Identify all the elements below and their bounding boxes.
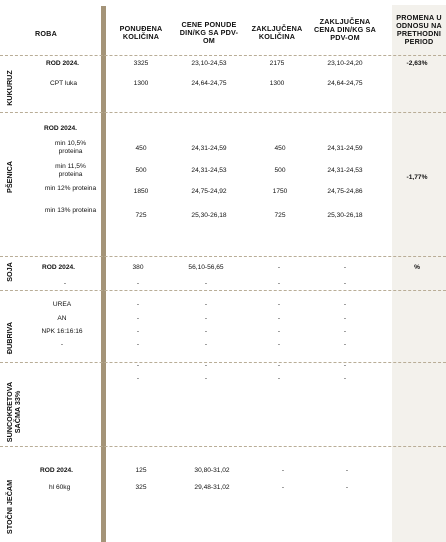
- header-zakljucena-cena: ZAKLJUČENA CENA DIN/KG SA PDV-OM: [313, 17, 377, 42]
- psenica-row-1-pon: 500: [135, 167, 147, 174]
- soja-row-0-cena: 56,10-56,65: [188, 264, 224, 271]
- djubriva-row-1-pon: -: [136, 315, 140, 322]
- kukuruz-row-0-roba: ROD 2024.: [46, 60, 79, 67]
- djubriva-row-1-roba: AN: [57, 315, 67, 322]
- soja-row-0-change: %: [414, 264, 420, 271]
- soja-row-1-zkol: -: [277, 280, 281, 287]
- psenica-row-2-zkol: 1750: [272, 188, 288, 195]
- psenica-row-0-pon: 450: [135, 145, 147, 152]
- jecam-row-1-pon: 325: [135, 484, 147, 491]
- soja-row-1-pon: -: [136, 280, 140, 287]
- kukuruz-row-1-roba: CPT luka: [50, 80, 77, 87]
- djubriva-row-0-pon: -: [136, 301, 140, 308]
- djubriva-row-2-roba: NPK 16:16:16: [41, 328, 83, 335]
- change-column-shade: [392, 5, 446, 542]
- jecam-row-0-pon: 125: [135, 467, 147, 474]
- header-zakljucena-kolicina: ZAKLJUČENA KOLIČINA: [251, 24, 303, 41]
- psenica-row-0-roba: min 10,5% proteina: [54, 140, 87, 155]
- djubriva-row-0-roba: UREA: [52, 301, 72, 308]
- psenica-row-0-zkol: 450: [274, 145, 286, 152]
- separator-suncokret: [0, 446, 446, 447]
- soja-row-1-roba: -: [63, 280, 67, 287]
- psenica-title: ROD 2024.: [44, 125, 77, 132]
- kukuruz-row-0-pon: 3325: [133, 60, 149, 67]
- separator-kukuruz: [0, 112, 446, 113]
- separator-header: [0, 55, 446, 56]
- header-ponudjena: PONUĐENA KOLIČINA: [119, 24, 163, 41]
- kukuruz-row-0-zcena: 23,10-24,20: [327, 60, 363, 67]
- psenica-row-3-zkol: 725: [274, 212, 286, 219]
- suncokret-row-1-pon: -: [136, 375, 140, 382]
- separator-psenica: [0, 256, 446, 257]
- suncokret-row-1-zcena: -: [343, 375, 347, 382]
- psenica-row-1-zkol: 500: [274, 167, 286, 174]
- djubriva-row-0-cena: -: [204, 301, 208, 308]
- separator-djubriva: [0, 362, 446, 363]
- header-roba: ROBA: [35, 29, 57, 38]
- suncokret-row-1-zkol: -: [277, 375, 281, 382]
- section-label-psenica: PŠENICA: [5, 161, 14, 193]
- separator-soja: [0, 290, 446, 291]
- psenica-row-0-zcena: 24,31-24,59: [327, 145, 363, 152]
- jecam-row-0-zcena: -: [345, 467, 349, 474]
- soja-row-0-zcena: -: [343, 264, 347, 271]
- djubriva-row-1-zkol: -: [277, 315, 281, 322]
- psenica-row-3-pon: 725: [135, 212, 147, 219]
- psenica-row-3-roba: min 13% proteina: [44, 207, 97, 214]
- kukuruz-row-1-zkol: 1300: [269, 80, 285, 87]
- kukuruz-row-0-cena: 23,10-24,53: [191, 60, 227, 67]
- soja-row-0-zkol: -: [277, 264, 281, 271]
- header-cene-ponude: CENE PONUDE DIN/KG SA PDV-OM: [179, 20, 239, 45]
- section-label-kukuruz: KUKURUZ: [5, 70, 14, 106]
- suncokret-row-0-zcena: -: [343, 362, 347, 369]
- jecam-row-1-roba: hl 60kg: [49, 484, 71, 491]
- kukuruz-row-1-cena: 24,64-24,75: [191, 80, 227, 87]
- suncokret-row-0-zkol: -: [277, 362, 281, 369]
- section-label-djubriva: ĐUBRIVA: [5, 321, 14, 355]
- psenica-row-2-zcena: 24,75-24,86: [327, 188, 363, 195]
- psenica-row-2-pon: 1850: [133, 188, 149, 195]
- psenica-row-3-zcena: 25,30-26,18: [327, 212, 363, 219]
- djubriva-row-3-cena: -: [204, 341, 208, 348]
- djubriva-row-2-zkol: -: [277, 328, 281, 335]
- jecam-row-0-roba: ROD 2024.: [40, 467, 73, 474]
- psenica-row-3-cena: 25,30-26,18: [191, 212, 227, 219]
- vertical-divider: [101, 6, 106, 542]
- soja-row-0-pon: 380: [132, 264, 144, 271]
- djubriva-row-3-zcena: -: [343, 341, 347, 348]
- section-label-soja: SOJA: [5, 262, 14, 282]
- section-label-suncokret: SUNCOKRETOVA SAČMA 33%: [5, 381, 22, 443]
- suncokret-row-0-cena: -: [204, 362, 208, 369]
- soja-row-1-zcena: -: [343, 280, 347, 287]
- kukuruz-row-0-zkol: 2175: [269, 60, 285, 67]
- psenica-row-2-cena: 24,75-24,92: [191, 188, 227, 195]
- suncokret-row-0-pon: -: [136, 362, 140, 369]
- header-promena: PROMENA U ODNOSU NA PRETHODNI PERIOD: [396, 13, 442, 46]
- djubriva-row-3-zkol: -: [277, 341, 281, 348]
- djubriva-row-2-zcena: -: [343, 328, 347, 335]
- jecam-row-1-zkol: -: [281, 484, 285, 491]
- psenica-row-1-cena: 24,31-24,53: [191, 167, 227, 174]
- kukuruz-row-1-pon: 1300: [133, 80, 149, 87]
- djubriva-row-0-zcena: -: [343, 301, 347, 308]
- jecam-row-1-zcena: -: [345, 484, 349, 491]
- psenica-row-1-roba: min 11,5% proteina: [55, 163, 86, 178]
- soja-row-0-roba: ROD 2024.: [42, 264, 75, 271]
- djubriva-row-0-zkol: -: [277, 301, 281, 308]
- kukuruz-row-1-zcena: 24,64-24,75: [327, 80, 363, 87]
- jecam-row-0-zkol: -: [281, 467, 285, 474]
- djubriva-row-3-pon: -: [136, 341, 140, 348]
- jecam-row-0-cena: 30,80-31,02: [194, 467, 230, 474]
- section-label-jecam: STOČNI JEČAM: [5, 479, 14, 535]
- djubriva-row-2-cena: -: [204, 328, 208, 335]
- djubriva-row-3-roba: -: [60, 341, 64, 348]
- suncokret-row-1-cena: -: [204, 375, 208, 382]
- djubriva-row-1-cena: -: [204, 315, 208, 322]
- djubriva-row-1-zcena: -: [343, 315, 347, 322]
- psenica-row-1-zcena: 24,31-24,53: [327, 167, 363, 174]
- psenica-row-2-roba: min 12% proteina: [44, 185, 97, 192]
- soja-row-1-cena: -: [204, 280, 208, 287]
- psenica-change: -1,77%: [406, 174, 428, 181]
- jecam-row-1-cena: 29,48-31,02: [194, 484, 230, 491]
- kukuruz-change: -2,63%: [406, 60, 428, 67]
- djubriva-row-2-pon: -: [136, 328, 140, 335]
- psenica-row-0-cena: 24,31-24,59: [191, 145, 227, 152]
